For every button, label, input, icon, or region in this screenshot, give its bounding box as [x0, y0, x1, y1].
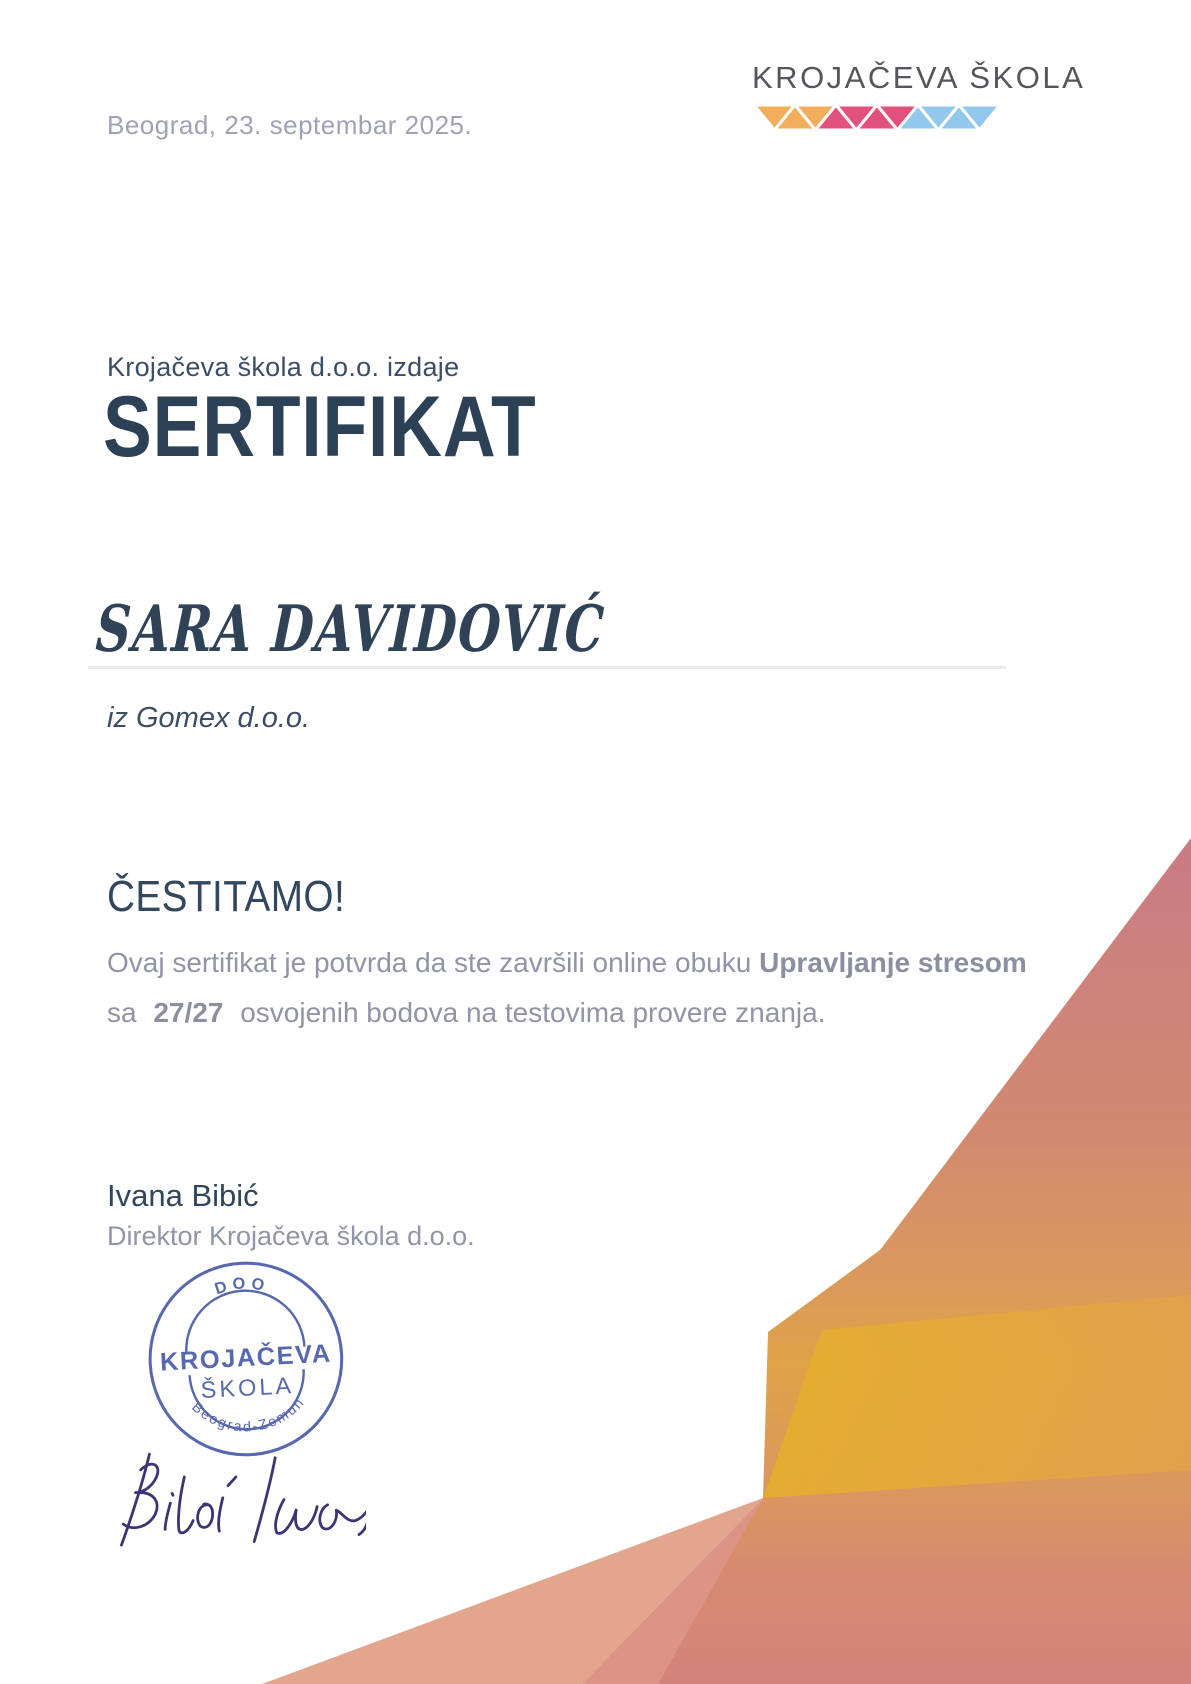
stamp-line2: ŠKOLA — [200, 1372, 295, 1404]
signature-stroke — [254, 1458, 275, 1542]
stamp-top-text: DOO — [212, 1274, 271, 1299]
body-mid: sa — [107, 997, 145, 1028]
signature-stroke — [178, 1477, 193, 1533]
congrats-heading: ČESTITAMO! — [107, 872, 346, 921]
stamp-line1: KROJAČEVA — [159, 1339, 333, 1377]
congrats-body — [107, 938, 1037, 1038]
signature-stroke — [276, 1500, 318, 1534]
certificate-title: SERTIFIKAT — [103, 379, 537, 475]
recipient-company: iz Gomex d.o.o. — [107, 702, 311, 734]
score-value: 27/27 — [153, 997, 224, 1028]
issuer-line: Krojačeva škola d.o.o. izdaje — [107, 352, 460, 382]
recipient-name: SARA DAVIDOVIĆ — [94, 592, 608, 667]
signature-stroke — [165, 1503, 170, 1529]
logo-triangles-icon — [754, 104, 1000, 131]
body-prefix: Ovaj sertifikat je potvrda da ste završili online obuku — [107, 947, 760, 978]
signatory-name: Ivana Bibić — [107, 1178, 259, 1213]
signature-stroke — [123, 1464, 158, 1528]
signature-stroke — [198, 1504, 213, 1527]
date-location: Beograd, 23. septembar 2025. — [107, 110, 473, 140]
signature-handwriting — [104, 1442, 366, 1566]
logo — [700, 60, 1085, 131]
signature-stroke — [172, 1494, 173, 1496]
course-name: Upravljanje stresom — [759, 947, 1027, 978]
logo-wordmark: KROJAČEVA ŠKOLA — [752, 60, 1086, 95]
body-suffix: osvojenih bodova na testovima provere znanja. — [232, 997, 826, 1028]
signature-stroke — [228, 1477, 236, 1486]
company-stamp — [139, 1249, 354, 1473]
stamp-bottom-text: Beograd-Zemun — [188, 1394, 309, 1436]
signature-stroke — [320, 1501, 366, 1534]
signatory-title: Direktor Krojačeva škola d.o.o. — [107, 1221, 475, 1251]
signature-stroke — [121, 1454, 149, 1545]
svg-text:DOO — [212, 1273, 271, 1298]
signature-stroke — [219, 1498, 223, 1531]
